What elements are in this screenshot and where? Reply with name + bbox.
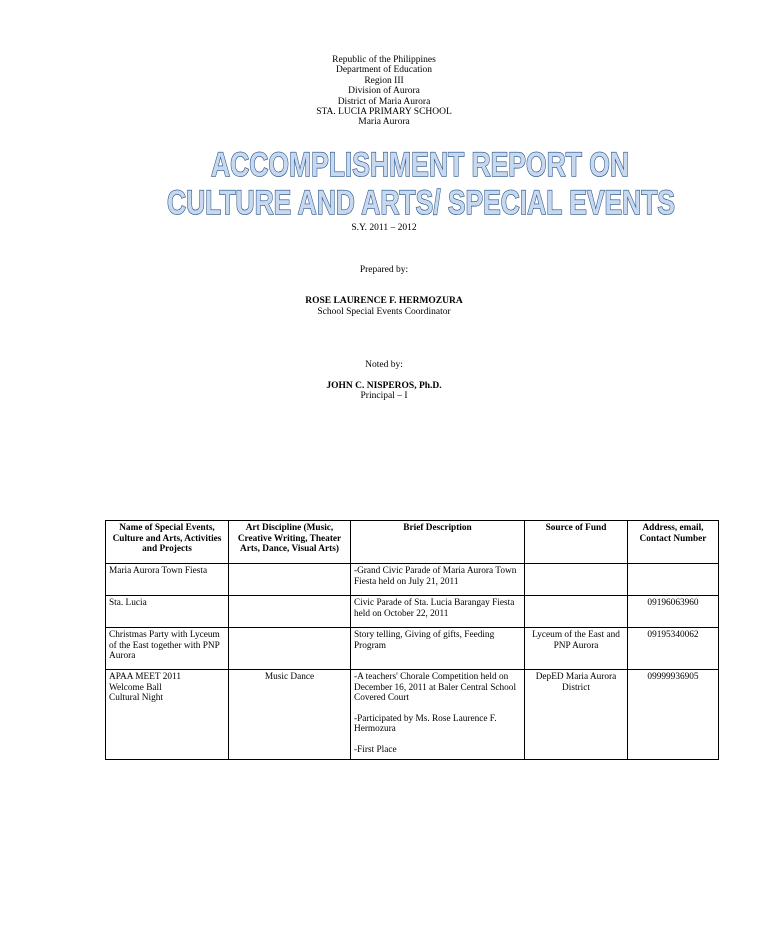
art-discipline [229,628,351,670]
table-row [106,564,719,596]
report-title [0,145,768,220]
prepared-by-label: Prepared by: [359,265,409,275]
column-header: Brief Description [351,521,525,564]
brief-description: Story telling, Giving of gifts, Feeding Program [351,628,525,670]
description-part: -Participated by Ms. Rose Laurence F. Hermozura [354,713,497,735]
noted-by-position: Principal – I [360,391,408,401]
source-of-fund: Lyceum of the East and PNP Aurora [525,628,628,670]
column-header: Source of Fund [525,521,628,564]
art-discipline [229,564,351,596]
contact-number: 09196063960 [628,596,719,628]
prepared-by-position: School Special Events Coordinator [317,307,451,317]
source-of-fund: DepED Maria Aurora District [525,670,628,760]
table-row [106,628,719,670]
event-name: Maria Aurora Town Fiesta [106,564,229,596]
source-of-fund [525,596,628,628]
source-of-fund [525,564,628,596]
event-name-line: Welcome Ball [109,682,162,693]
prepared-by-name: ROSE LAURENCE F. HERMOZURA [305,296,463,306]
header-line: Department of Education [335,65,433,76]
report-title-art [0,145,768,220]
event-name [106,670,229,760]
header-line: District of Maria Aurora [337,96,431,107]
contact-number: 09195340062 [628,628,719,670]
header-line: STA. LUCIA PRIMARY SCHOOL [316,107,452,118]
school-year: S.Y. 2011 – 2012 [351,223,417,233]
event-name-line: APAA MEET 2011 [109,672,181,682]
brief-description [351,670,525,760]
header-line: Republic of the Philippines [332,55,436,65]
contact-number [628,564,719,596]
column-header: Name of Special Events, Culture and Arts, Activities and Projects [106,521,229,564]
spacer [354,704,521,714]
event-name: Sta. Lucia [106,596,229,628]
table-row [106,670,719,760]
column-header: Art Discipline (Music, Creative Writing, Theater Arts, Dance, Visual Arts) [229,521,351,564]
spacer [354,735,521,745]
contact-number: 09999936905 [628,670,719,760]
brief-description: Civic Parade of Sta. Lucia Barangay Fiesta held on October 22, 2011 [351,596,525,628]
description-part: -First Place [354,744,397,755]
noted-by-label: Noted by: [365,360,403,370]
table-header-row [106,521,719,564]
document-header [0,55,768,128]
accomplishment-table [105,520,719,760]
report-title-line-1: ACCOMPLISHMENT REPORT ON [211,146,629,184]
event-name-line: Cultural Night [109,693,163,704]
header-line: Division of Aurora [348,86,420,97]
column-header: Address, email, Contact Number [628,521,719,564]
noted-by-name: JOHN C. NISPEROS, Ph.D. [326,381,442,391]
report-title-line-2: CULTURE AND ARTS/ SPECIAL EVENTS [167,184,675,220]
art-discipline: Music Dance [229,670,351,760]
table-row [106,596,719,628]
event-name: Christmas Party with Lyceum of the East together with PNP Aurora [106,628,229,670]
header-line: Region III [364,75,404,86]
header-line: Maria Aurora [358,117,410,128]
art-discipline [229,596,351,628]
brief-description: -Grand Civic Parade of Maria Aurora Town Fiesta held on July 21, 2011 [351,564,525,596]
description-part: -A teachers' Chorale Competition held on December 16, 2011 at Baler Central School Covered Court [354,672,517,704]
